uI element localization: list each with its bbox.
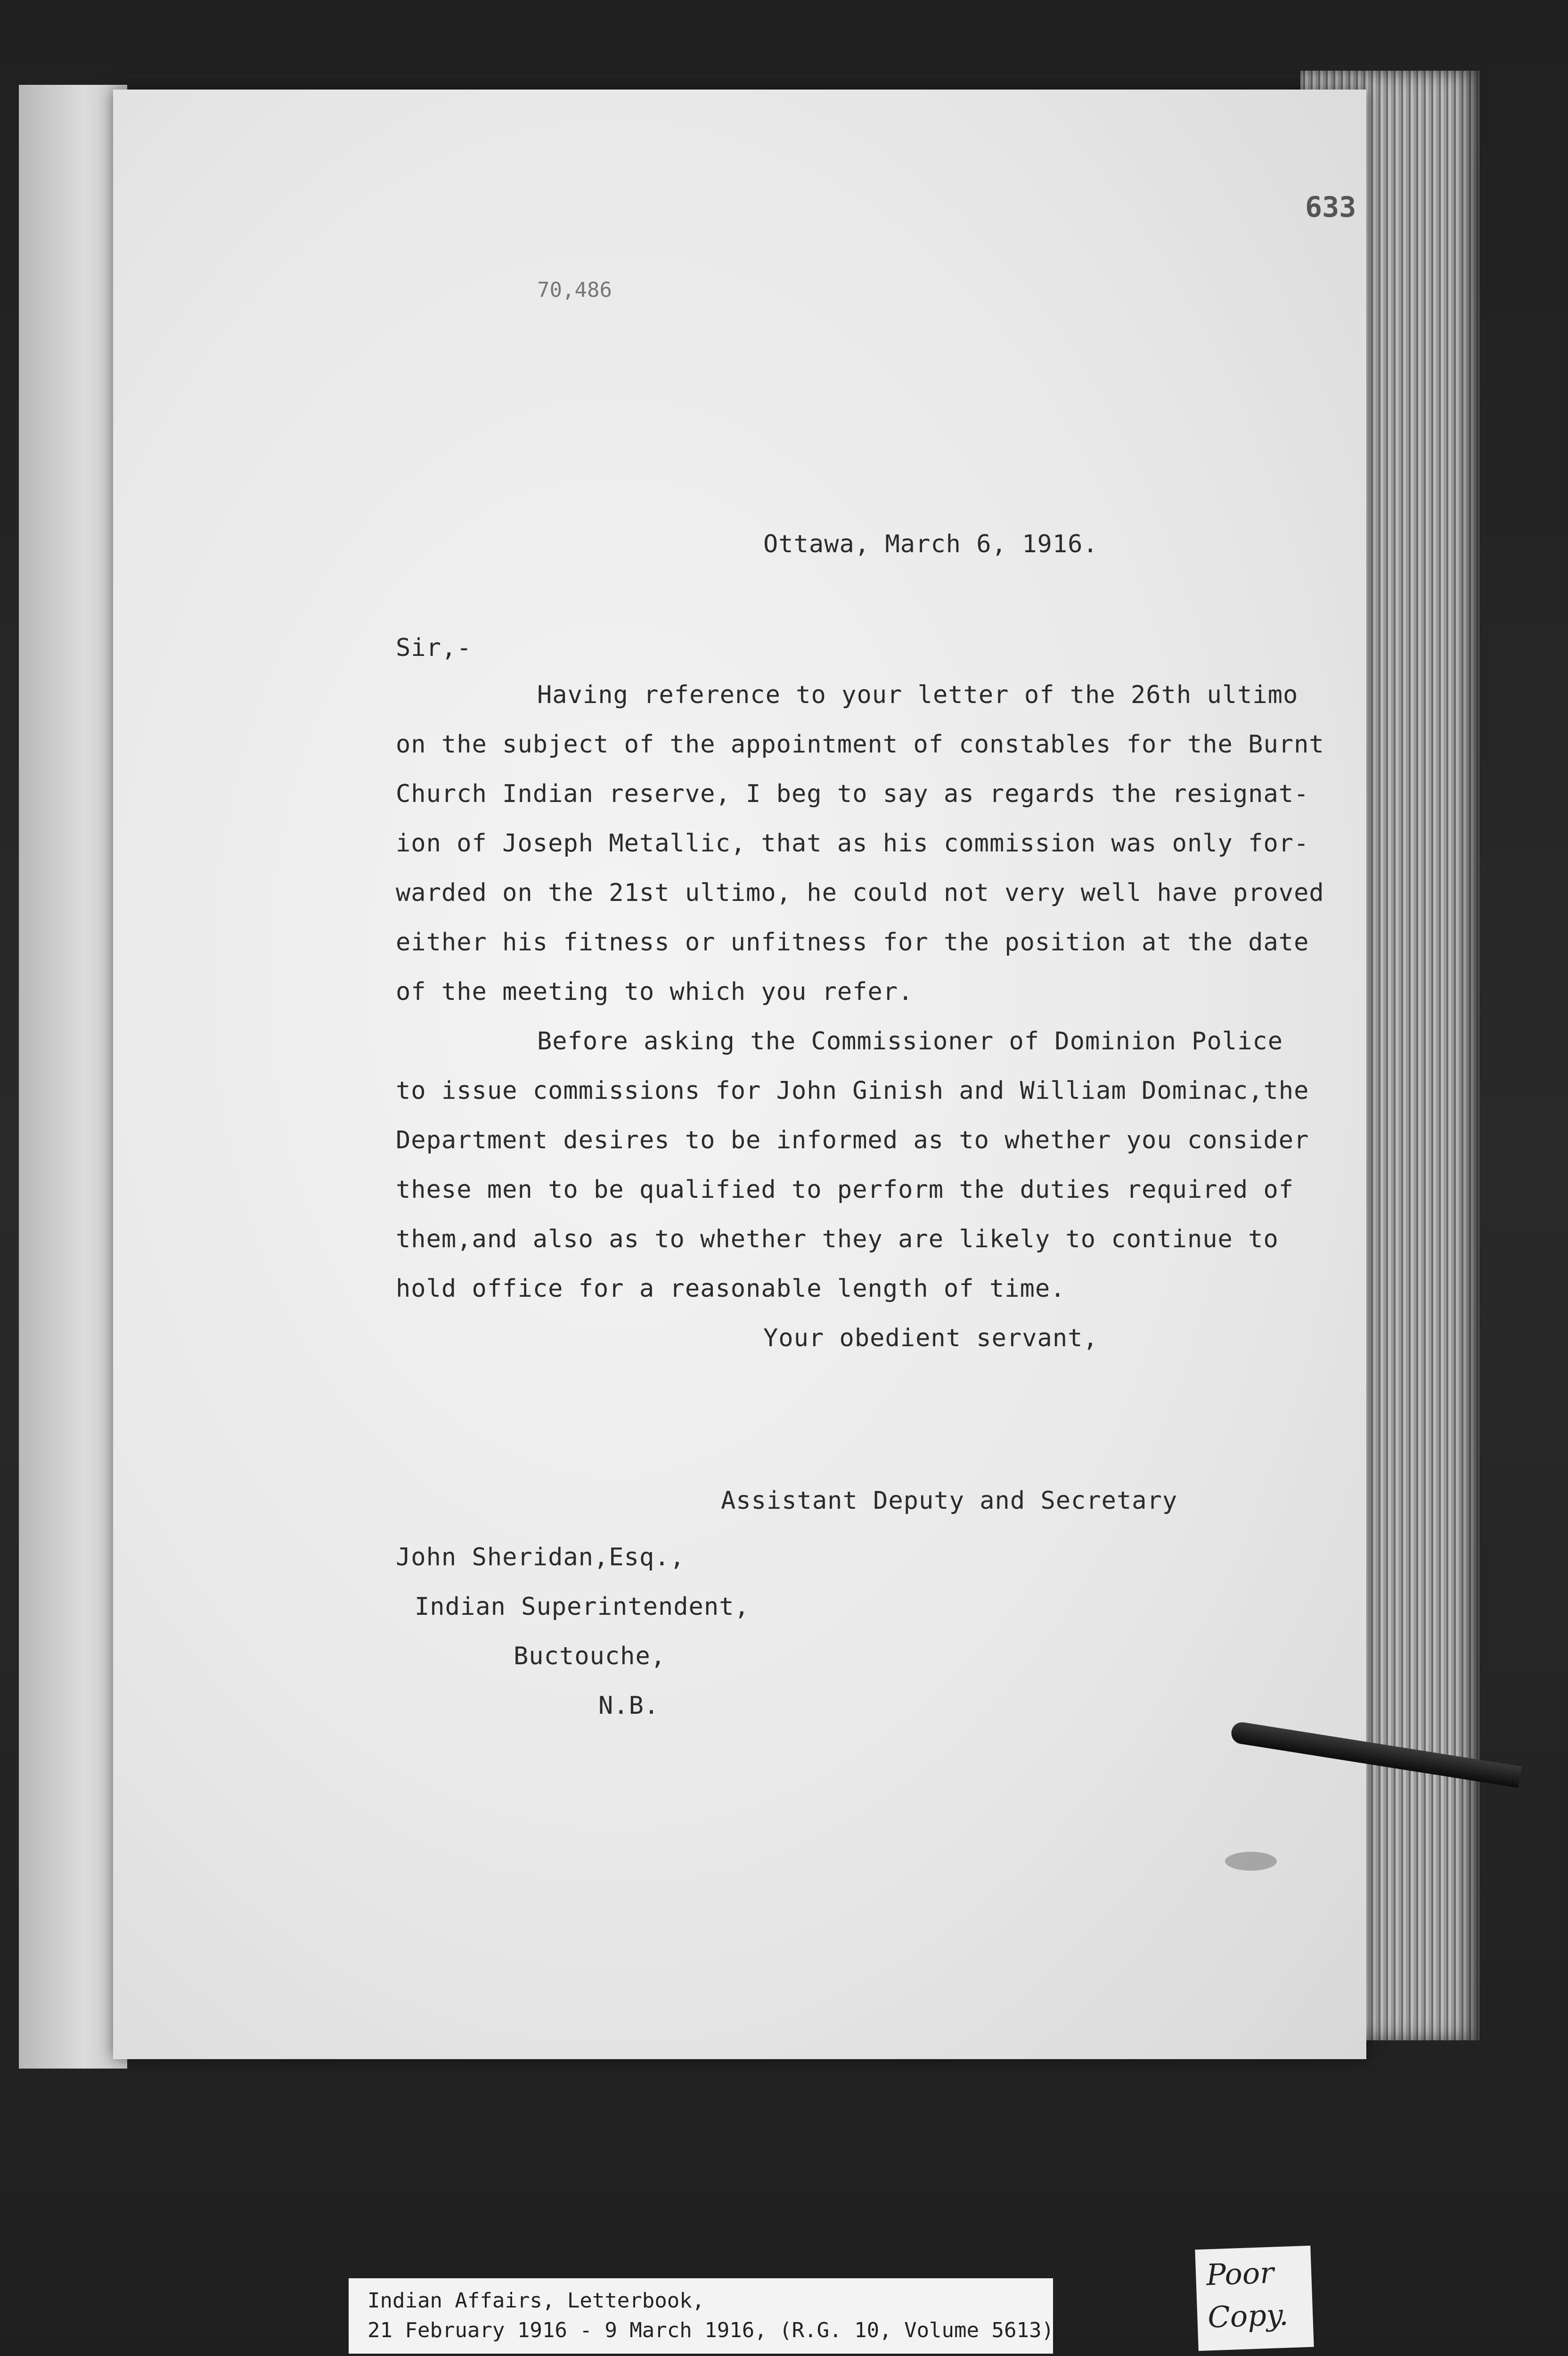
- recipient-province: N.B.: [598, 1692, 660, 1720]
- body-line: these men to be qualified to perform the duties required of: [396, 1176, 1294, 1204]
- recipient-title: Indian Superintendent,: [415, 1593, 750, 1621]
- body-line: warded on the 21st ultimo, he could not very well have proved: [396, 879, 1324, 907]
- closing: Your obedient servant,: [763, 1324, 1098, 1352]
- body-line: either his fitness or unfitness for the position at the date: [396, 928, 1309, 957]
- body-line: of the meeting to which you refer.: [396, 978, 914, 1006]
- body-line: hold office for a reasonable length of time.: [396, 1275, 1066, 1303]
- body-line: Having reference to your letter of the 26th ultimo: [537, 681, 1298, 709]
- body-line: Before asking the Commissioner of Dominion Police: [537, 1027, 1283, 1055]
- recipient-town: Buctouche,: [514, 1642, 666, 1670]
- page-number: 633: [1305, 191, 1356, 224]
- page-left-edge: [19, 85, 127, 2069]
- body-line: Church Indian reserve, I beg to say as regards the resignat-: [396, 780, 1309, 808]
- ink-smudge: [1225, 1852, 1277, 1871]
- letter-page: [113, 90, 1366, 2059]
- body-line: on the subject of the appointment of constables for the Burnt: [396, 730, 1324, 759]
- body-line: ion of Joseph Metallic, that as his commission was only for-: [396, 829, 1309, 858]
- dateline: Ottawa, March 6, 1916.: [763, 530, 1098, 558]
- note-line: Copy.: [1207, 2297, 1289, 2335]
- title-card-line: 21 February 1916 - 9 March 1916, (R.G. 10, Volume 5613): [368, 2318, 1054, 2342]
- file-number: 70,486: [537, 278, 612, 302]
- signatory-title: Assistant Deputy and Secretary: [721, 1487, 1178, 1515]
- body-line: Department desires to be informed as to whether you consider: [396, 1126, 1309, 1154]
- body-line: to issue commissions for John Ginish and William Dominac,the: [396, 1077, 1309, 1105]
- title-card-line: Indian Affairs, Letterbook,: [368, 2289, 705, 2313]
- body-line: them,and also as to whether they are likely to continue to: [396, 1225, 1279, 1253]
- salutation: Sir,-: [396, 634, 472, 662]
- note-line: Poor: [1205, 2255, 1274, 2292]
- poor-copy-note: [1195, 2246, 1314, 2351]
- title-card: [349, 2278, 1053, 2354]
- recipient-name: John Sheridan,Esq.,: [396, 1543, 685, 1571]
